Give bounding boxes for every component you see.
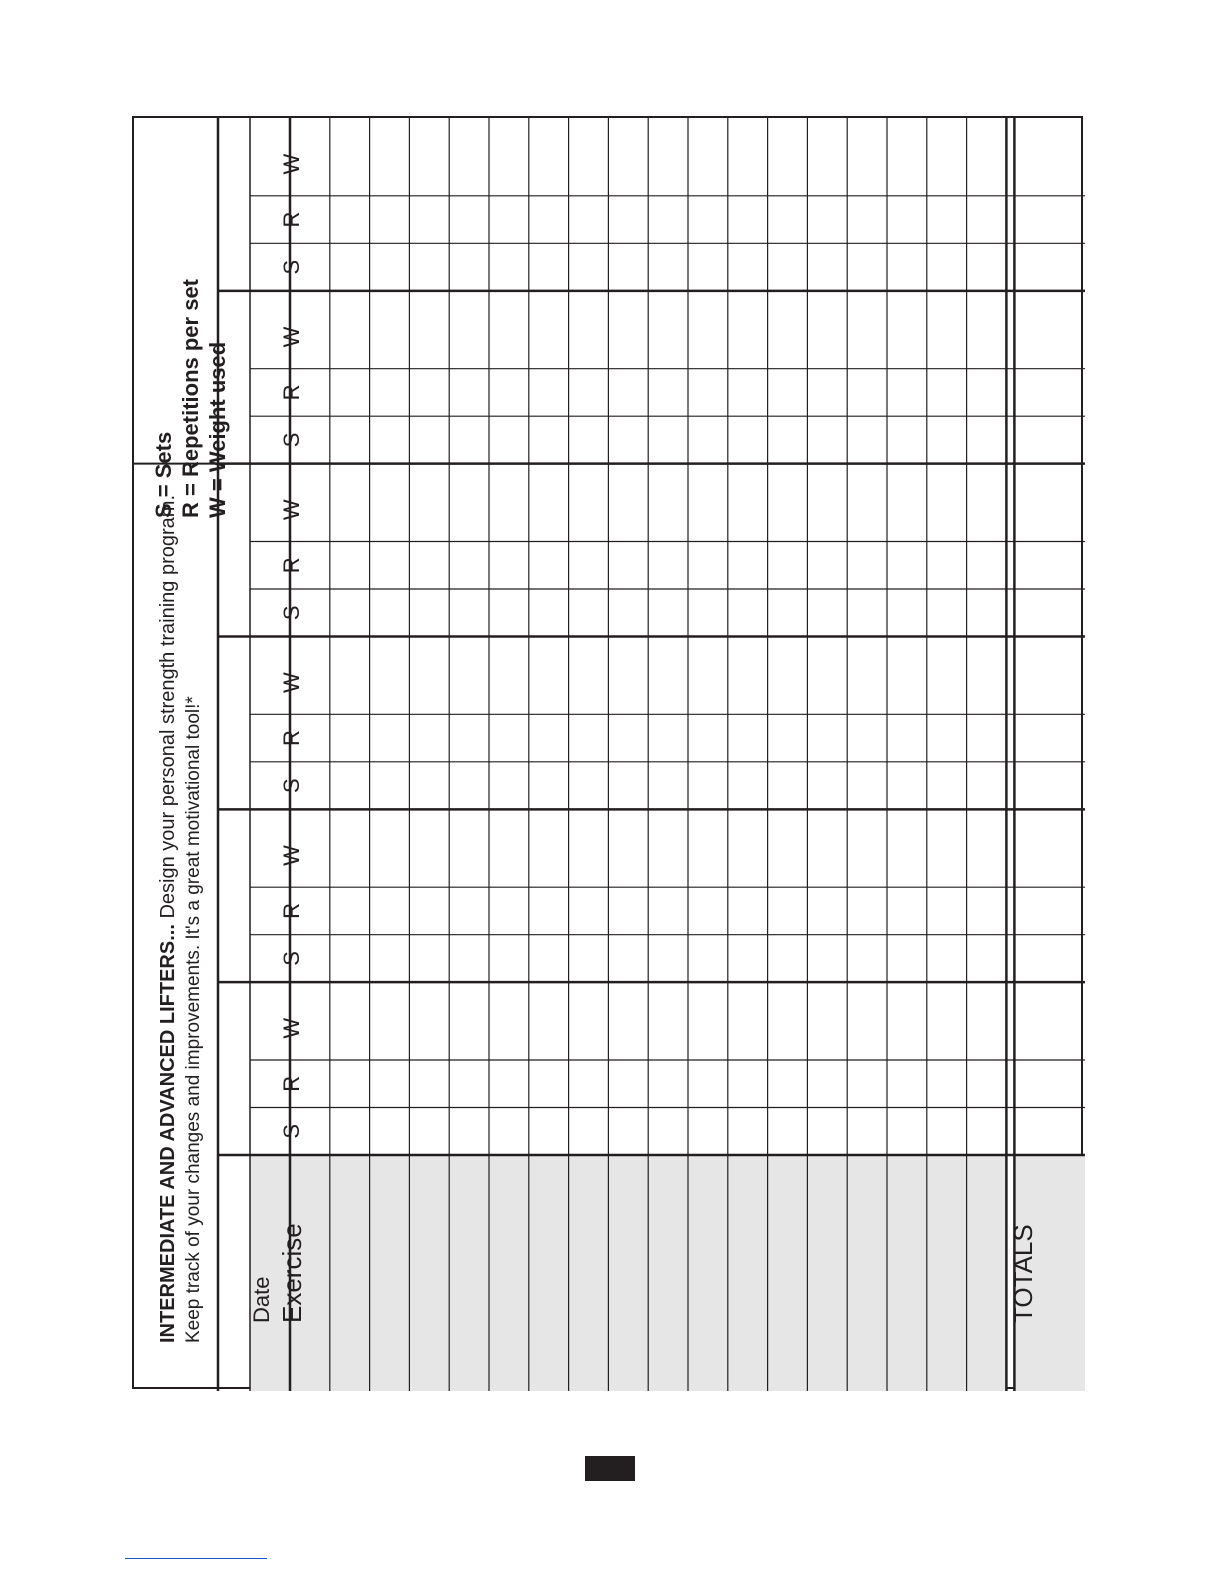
srw-label-w: W	[279, 1017, 304, 1039]
legend-reps: R = Repetitions per set	[178, 278, 203, 518]
srw-label-s: S	[279, 1123, 304, 1139]
srw-label-r: R	[279, 902, 304, 919]
srw-label-w: W	[279, 153, 304, 175]
srw-label-w: W	[279, 845, 304, 866]
title-rest: Design your personal strength training program.	[157, 494, 179, 925]
srw-label-w: W	[279, 672, 304, 693]
srw-label-w: W	[279, 499, 304, 521]
page-subtitle: Keep track of your changes and improvements. It's a great motivational tool!*	[183, 696, 204, 1343]
srw-label-s: S	[279, 605, 304, 621]
srw-label-s: S	[279, 259, 304, 275]
legend-sets: S = Sets	[151, 431, 176, 518]
totals-label: TOTALS	[1008, 1224, 1038, 1323]
srw-label-r: R	[279, 730, 304, 747]
training-grid	[134, 118, 1085, 1391]
rotated-page	[134, 118, 1085, 1391]
legend-weight: W = Weight used	[205, 341, 230, 518]
srw-label-s: S	[279, 432, 304, 448]
page-number-box	[585, 1456, 635, 1481]
srw-label-r: R	[279, 211, 304, 228]
srw-label-s: S	[279, 778, 304, 793]
footer-line	[125, 1558, 267, 1559]
srw-label-w: W	[279, 326, 304, 348]
exercise-label: Exercise	[277, 1223, 307, 1323]
grid-lines	[134, 118, 1085, 1391]
srw-label-r: R	[279, 557, 304, 574]
exercise-column-shade	[250, 1155, 1006, 1391]
srw-label-s: S	[279, 951, 304, 966]
srw-label-r: R	[279, 1075, 304, 1092]
training-log-sheet	[132, 116, 1083, 1389]
page-title	[156, 495, 180, 1343]
date-label: Date	[249, 1276, 274, 1323]
srw-label-r: R	[279, 384, 304, 401]
title-bold: INTERMEDIATE AND ADVANCED LIFTERS...	[157, 924, 179, 1343]
